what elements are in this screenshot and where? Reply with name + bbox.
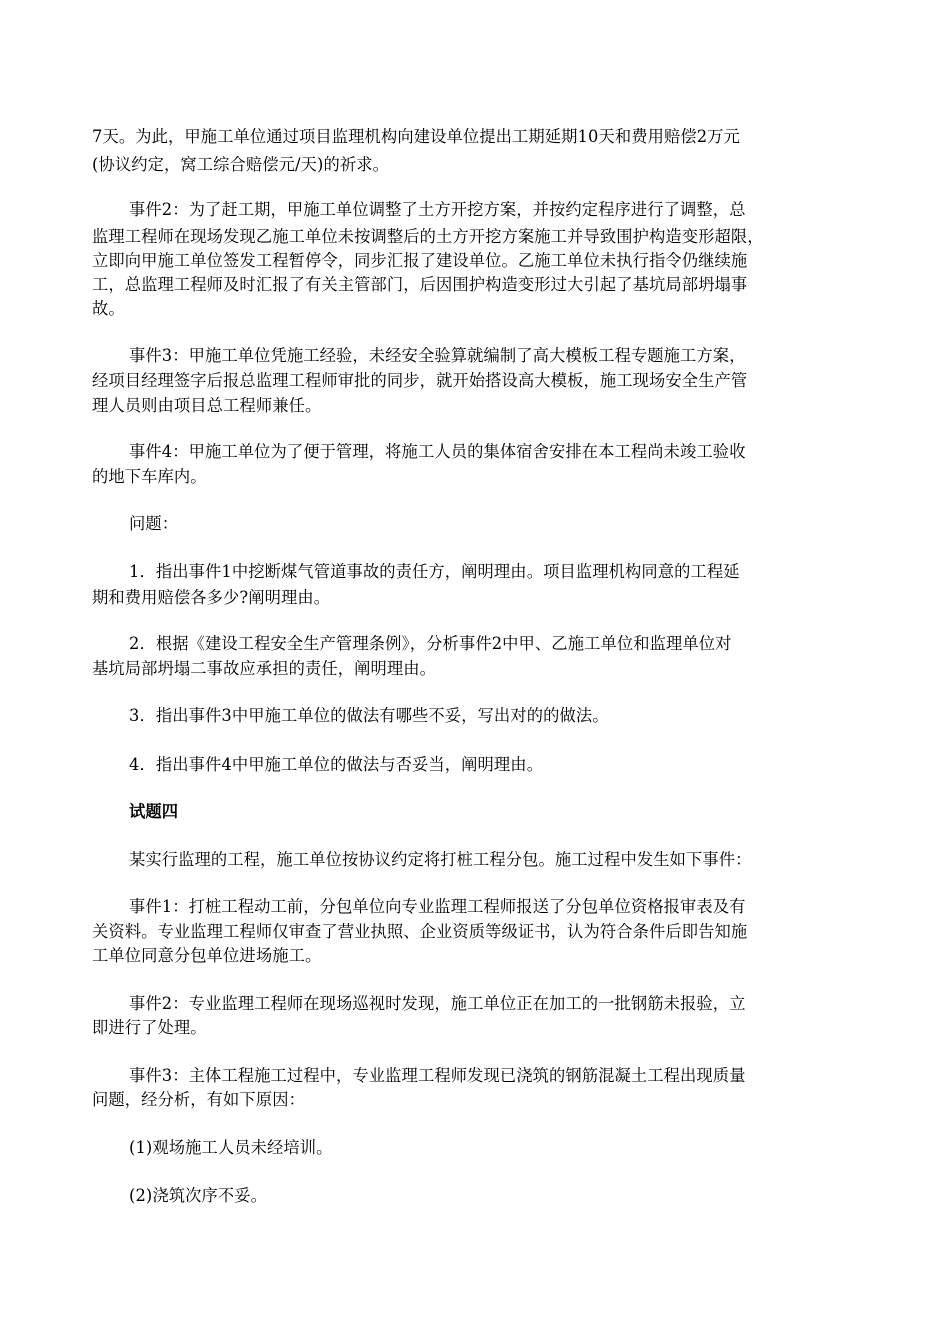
list-item: (2)浇筑次序不妥。 xyxy=(129,1186,268,1205)
list-item: (1)观场施工人员未经培训。 xyxy=(129,1138,333,1157)
text-line: 监理工程师在现场发现乙施工单位未按调整后的土方开挖方案施工并导致围护构造变形超限， xyxy=(92,227,764,246)
question-item: 1．指出事件1中挖断煤气管道事故的责任方，阐明理由。项目监理机构同意的工程延 xyxy=(129,562,740,581)
section-heading: 试题四 xyxy=(129,802,179,821)
question-item: 3．指出事件3中甲施工单位的做法有哪些不妥，写出对的的做法。 xyxy=(129,706,609,725)
text-line: 故。 xyxy=(92,299,125,318)
text-line: 关资料。专业监理工程师仅审查了营业执照、企业资质等级证书，认为符合条件后即告知施 xyxy=(92,922,748,941)
text-line: 工单位同意分包单位进场施工。 xyxy=(92,946,322,965)
text-line: 即进行了处理。 xyxy=(92,1018,207,1037)
text-line: 基坑局部坍塌二事故应承担的责任，阐明理由。 xyxy=(92,659,437,678)
text-line: 的地下车库内。 xyxy=(92,467,207,486)
question-item: 2．根据《建设工程安全生产管理条例》，分析事件2中甲、乙施工单位和监理单位对 xyxy=(129,634,732,653)
text-line: 经项目经理签字后报总监理工程师审批的同步，就开始搭设高大模板，施工现场安全生产管 xyxy=(92,371,748,390)
text-line: 事件1：打桩工程动工前，分包单位向专业监理工程师报送了分包单位资格报审表及有 xyxy=(129,897,746,916)
text-line: 期和费用赔偿各多少?阐明理由。 xyxy=(92,588,331,607)
text-line: 事件3：主体工程施工过程中，专业监理工程师发现已浇筑的钢筋混凝土工程出现质量 xyxy=(129,1066,746,1085)
text-line: 问题，经分析，有如下原因： xyxy=(92,1090,305,1109)
text-line: 事件3：甲施工单位凭施工经验，未经安全验算就编制了高大模板工程专题施工方案， xyxy=(129,346,746,365)
text-line: 事件4：甲施工单位为了便于管理，将施工人员的集体宿舍安排在本工程尚未竣工验收 xyxy=(129,442,746,461)
section-label: 问题： xyxy=(129,514,179,533)
text-line: 事件2：为了赶工期，甲施工单位调整了土方开挖方案，并按约定程序进行了调整，总 xyxy=(129,200,746,219)
text-line: 某实行监理的工程，施工单位按协议约定将打桩工程分包。施工过程中发生如下事件： xyxy=(129,850,752,869)
text-line: 工，总监理工程师及时汇报了有关主管部门，后因围护构造变形过大引起了基坑局部坍塌事 xyxy=(92,275,748,294)
text-line: 事件2：专业监理工程师在现场巡视时发现，施工单位正在加工的一批钢筋未报验，立 xyxy=(129,994,746,1013)
text-line: 立即向甲施工单位签发工程暂停令，同步汇报了建设单位。乙施工单位未执行指令仍继续施 xyxy=(92,251,748,270)
text-line: 理人员则由项目总工程师兼任。 xyxy=(92,396,322,415)
text-line: (协议约定，窝工综合赔偿元/天)的祈求。 xyxy=(92,155,389,174)
question-item: 4．指出事件4中甲施工单位的做法与否妥当，阐明理由。 xyxy=(129,755,544,774)
text-line: 7天。为此，甲施工单位通过项目监理机构向建设单位提出工期延期10天和费用赔偿2万元 xyxy=(92,127,740,146)
